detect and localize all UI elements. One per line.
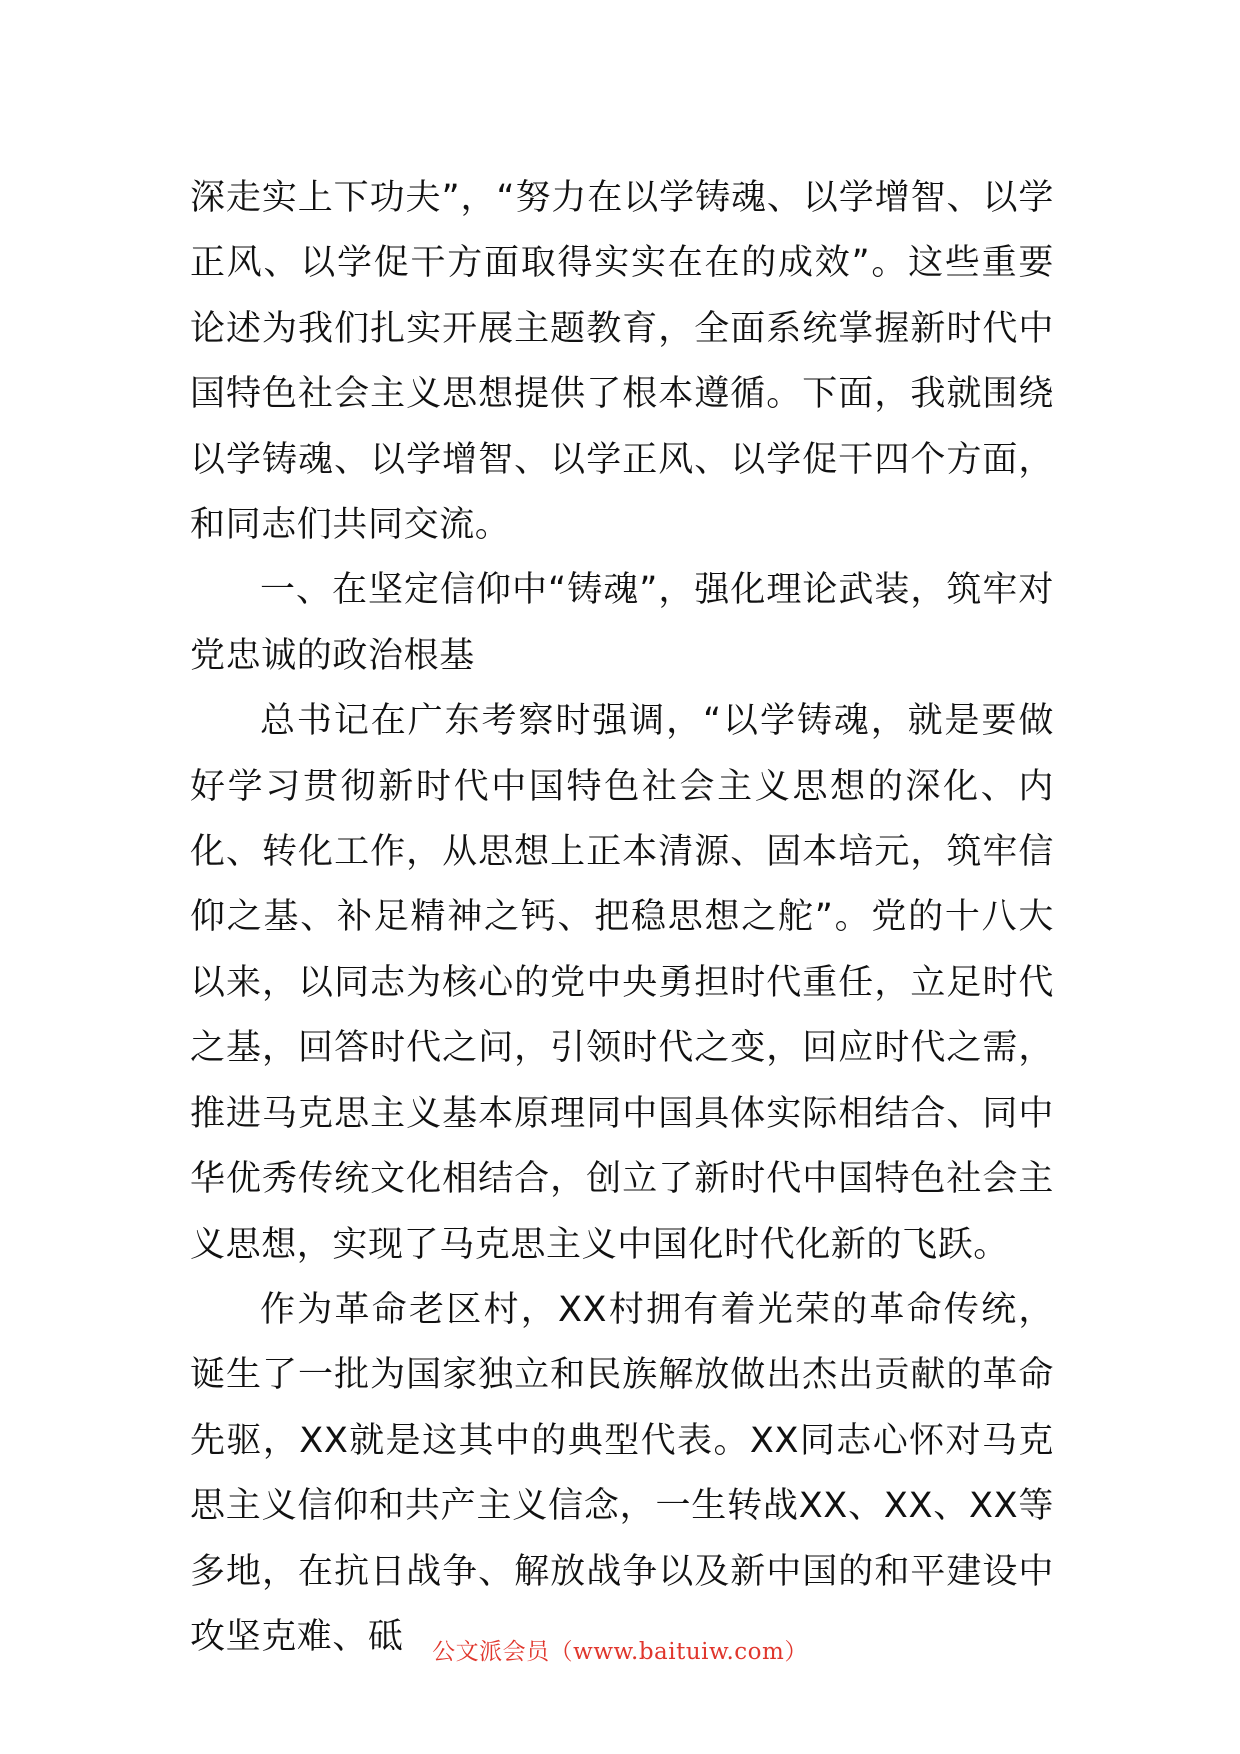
section-heading-1: 一、在坚定信仰中“铸魂”，强化理论武装，筑牢对党忠诚的政治根基 [190, 570, 1054, 676]
paragraph-quote-guangdong: 总书记在广东考察时强调，“以学铸魂，就是要做好学习贯彻新时代中国特色社会主义思想的深化、内化、转化工作，从思想上正本清源、固本培元，筑牢信仰之基、补足精神之钙、把稳思想之舵”。党的十八大以来，以同志为核心的党中央勇担时代重任，立足时代之基，回答时代之问，引领时代之变，回应时代之需，推进马克思主义基本原理同中国具体实际相结合、同中华优秀传统文化相结合，创立了新时代中国特色社会主义思想，实现了马克思主义中国化时代化新的飞跃。 [190, 701, 1054, 1265]
document-body [190, 166, 1054, 1670]
paragraph-revolutionary-village: 作为革命老区村，XX村拥有着光荣的革命传统，诞生了一批为国家独立和民族解放做出杰出贡献的革命先驱，XX就是这其中的典型代表。XX同志心怀对马克思主义信仰和共产主义信念，一生转战XX、XX、XX等多地，在抗日战争、解放战争以及新中国的和平建设中攻坚克难、砥 [190, 1289, 1054, 1657]
paragraph-intro-continuation: 深走实上下功夫”，“努力在以学铸魂、以学增智、以学正风、以学促干方面取得实实在在的成效”。这些重要论述为我们扎实开展主题教育，全面系统掌握新时代中国特色社会主义思想提供了根本遵循。下面，我就围绕以学铸魂、以学增智、以学正风、以学促干四个方面，和同志们共同交流。 [190, 178, 1054, 546]
footer-watermark: 公文派会员（www.baituiw.com） [432, 1639, 808, 1665]
